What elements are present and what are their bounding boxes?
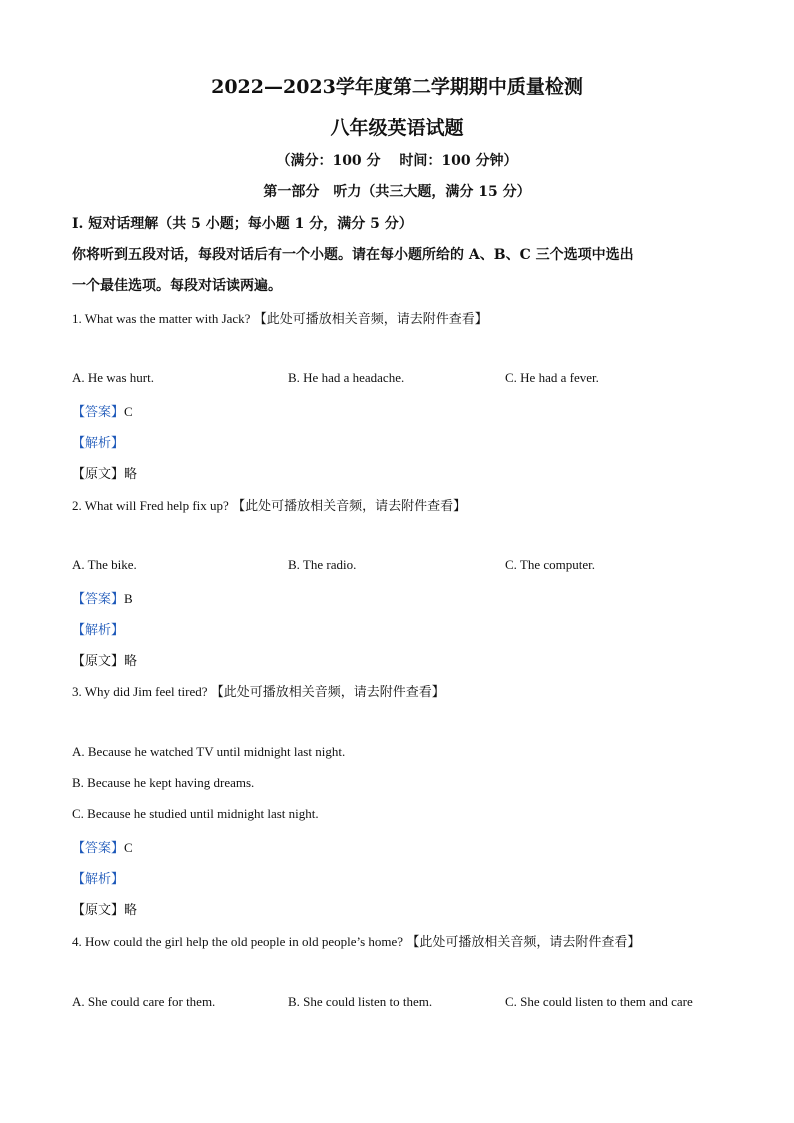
answer-label: 【答案】 bbox=[72, 592, 125, 607]
analysis-row bbox=[72, 619, 124, 638]
option-a: A. She could care for them. bbox=[72, 994, 216, 1009]
answer-label: 【答案】 bbox=[72, 405, 125, 420]
exam-meta: （满分：100 分 时间：100 分钟） bbox=[276, 153, 518, 169]
question-4 bbox=[72, 931, 640, 950]
audio-note: 【此处可播放相关音频，请去附件查看】 bbox=[406, 935, 641, 950]
original-label: 【原文】 bbox=[72, 903, 125, 918]
section-heading: Ⅰ. 短对话理解（共 5 小题；每小题 1 分，满分 5 分） bbox=[72, 216, 413, 232]
audio-note: 【此处可播放相关音频，请去附件查看】 bbox=[253, 312, 488, 327]
option-b: B. He had a headache. bbox=[288, 370, 405, 385]
option-a: A. He was hurt. bbox=[72, 370, 154, 385]
analysis-label: 【解析】 bbox=[72, 436, 125, 451]
original-row bbox=[72, 899, 137, 918]
analysis-label: 【解析】 bbox=[72, 872, 125, 887]
question-2 bbox=[72, 495, 466, 514]
original-value: 略 bbox=[124, 903, 138, 918]
option-b: B. Because he kept having dreams. bbox=[72, 775, 255, 790]
question-stem: 3. Why did Jim feel tired? bbox=[72, 684, 208, 699]
option-a: A. Because he watched TV until midnight last night. bbox=[72, 744, 346, 759]
answer-row bbox=[72, 837, 133, 856]
analysis-row bbox=[72, 432, 124, 451]
option-c: C. Because he studied until midnight last night. bbox=[72, 806, 319, 821]
option-c: C. She could listen to them and care bbox=[505, 994, 693, 1009]
original-label: 【原文】 bbox=[72, 654, 125, 669]
question-stem: 1. What was the matter with Jack? bbox=[72, 311, 251, 326]
instruction-line-1: 你将听到五段对话，每段对话后有一个小题。请在每小题所给的 A、B、C 三个选项中选出 bbox=[72, 247, 634, 263]
option-b: B. The radio. bbox=[288, 557, 357, 572]
answer-value: C bbox=[124, 404, 133, 419]
original-value: 略 bbox=[124, 467, 138, 482]
question-stem: 4. How could the girl help the old people in old people’s home? bbox=[72, 934, 404, 949]
page-subtitle: 八年级英语试题 bbox=[330, 117, 464, 139]
audio-note: 【此处可播放相关音频，请去附件查看】 bbox=[232, 499, 467, 514]
option-c: C. The computer. bbox=[505, 557, 596, 572]
answer-row bbox=[72, 588, 133, 607]
answer-label: 【答案】 bbox=[72, 841, 125, 856]
question-3 bbox=[72, 681, 445, 700]
option-b: B. She could listen to them. bbox=[288, 994, 433, 1009]
answer-value: B bbox=[124, 591, 133, 606]
analysis-label: 【解析】 bbox=[72, 623, 125, 638]
option-a: A. The bike. bbox=[72, 557, 137, 572]
answer-value: C bbox=[124, 840, 133, 855]
audio-note: 【此处可播放相关音频，请去附件查看】 bbox=[210, 685, 445, 700]
question-1 bbox=[72, 308, 488, 327]
analysis-row bbox=[72, 868, 124, 887]
original-value: 略 bbox=[124, 654, 138, 669]
instruction-line-2: 一个最佳选项。每段对话读两遍。 bbox=[72, 278, 282, 294]
original-label: 【原文】 bbox=[72, 467, 125, 482]
original-row bbox=[72, 463, 137, 482]
option-c: C. He had a fever. bbox=[505, 370, 599, 385]
original-row bbox=[72, 650, 137, 669]
answer-row bbox=[72, 401, 133, 420]
question-stem: 2. What will Fred help fix up? bbox=[72, 498, 229, 513]
page-title: 2022—2023学年度第二学期期中质量检测 bbox=[211, 76, 583, 98]
part-heading: 第一部分 听力（共三大题，满分 15 分） bbox=[263, 184, 531, 200]
